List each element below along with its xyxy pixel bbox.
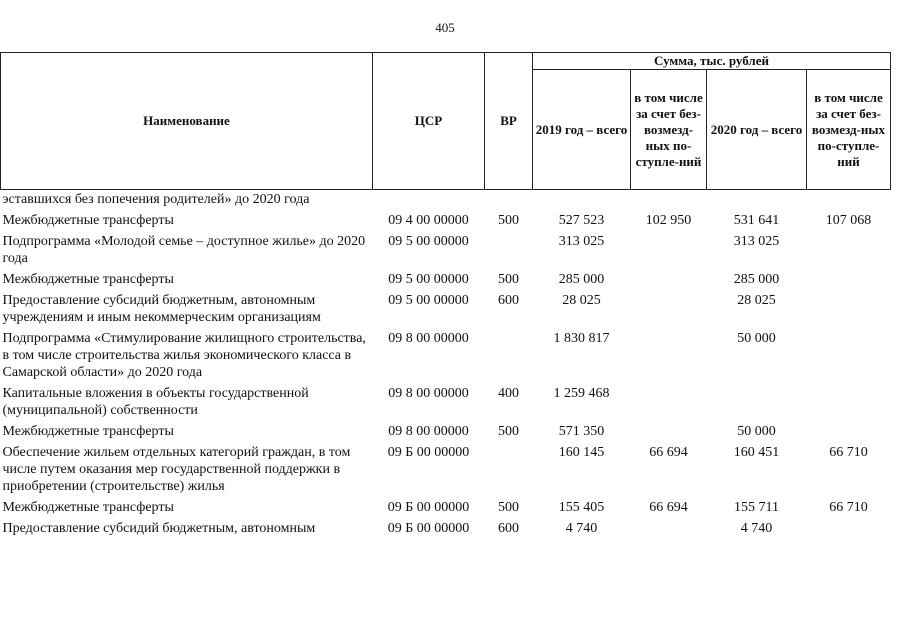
table-row [1, 381, 891, 419]
row-csr [373, 190, 485, 209]
table-row [1, 516, 891, 537]
row-2020-total: 531 641 [733, 213, 780, 228]
row-2019-total: 527 523 [558, 213, 605, 228]
row-2019-total: 313 025 [558, 234, 605, 249]
row-2019-total: 1 830 817 [553, 331, 610, 346]
row-2019-grants [631, 419, 707, 440]
header-sum-group: Сумма, тыс. рублей [533, 53, 891, 70]
row-csr: 09 5 00 00000 [388, 272, 469, 287]
table-row [1, 326, 891, 381]
row-2020-grants: 107 068 [825, 213, 872, 228]
row-2020-grants [807, 267, 891, 288]
row-name: Межбюджетные трансферты [2, 213, 174, 228]
table-row [1, 495, 891, 516]
row-name: Межбюджетные трансферты [2, 424, 174, 439]
row-csr: 09 8 00 00000 [388, 386, 469, 401]
row-2020-total: 50 000 [737, 424, 776, 439]
row-2019-total: 155 405 [558, 500, 605, 515]
row-2019-total: 28 025 [562, 293, 601, 308]
budget-table [0, 52, 891, 537]
row-2019-grants [631, 190, 707, 209]
row-name: Межбюджетные трансферты [2, 500, 174, 515]
row-2020-total: 285 000 [733, 272, 780, 287]
row-2020-grants [807, 229, 891, 267]
row-csr: 09 5 00 00000 [388, 293, 469, 308]
row-csr: 09 8 00 00000 [388, 331, 469, 346]
row-csr: 09 Б 00 00000 [387, 445, 470, 460]
header-name: Наименование [1, 53, 373, 190]
row-vr: 400 [498, 386, 519, 401]
row-2020-total: 50 000 [737, 331, 776, 346]
row-vr: 500 [498, 213, 519, 228]
row-name: Подпрограмма «Стимулирование жилищного строительства, в том числе строительства жилья экономического класса в Самарской области» до 2020 года [2, 331, 366, 380]
table-row [1, 229, 891, 267]
table-row [1, 208, 891, 229]
row-name: Обеспечение жильем отдельных категорий граждан, в том числе путем оказания мер государственной поддержки в приобретении (строительстве) жилья [2, 445, 351, 494]
table-row [1, 267, 891, 288]
header-2020-grants: в том числе за счет без-возмезд-ных по-ступле-ний [807, 70, 891, 190]
header-2019-total: 2019 год – всего [533, 70, 631, 190]
row-2019-grants [631, 326, 707, 381]
row-2020-total: 4 740 [740, 521, 773, 536]
row-vr [485, 229, 533, 267]
row-2019-total: 285 000 [558, 272, 605, 287]
row-2020-grants [807, 516, 891, 537]
table-header [1, 53, 891, 190]
row-2019-total: 4 740 [565, 521, 598, 536]
row-2020-grants: 66 710 [829, 500, 868, 515]
row-2020-total: 313 025 [733, 234, 780, 249]
row-vr: 500 [498, 424, 519, 439]
row-2019-total: 160 145 [558, 445, 605, 460]
row-2019-total: 1 259 468 [553, 386, 610, 401]
row-name: эставшихся без попечения родителей» до 2020 года [2, 192, 310, 207]
row-2020-grants [807, 381, 891, 419]
row-2020-grants [807, 288, 891, 326]
row-2020-total: 28 025 [737, 293, 776, 308]
row-2019-grants [631, 288, 707, 326]
header-csr: ЦСР [373, 53, 485, 190]
row-vr [485, 326, 533, 381]
header-vr: ВР [485, 53, 533, 190]
row-vr: 600 [498, 293, 519, 308]
row-2020-total [707, 381, 807, 419]
row-csr: 09 8 00 00000 [388, 424, 469, 439]
row-2020-total: 160 451 [733, 445, 780, 460]
table-row [1, 190, 891, 209]
row-2019-grants: 102 950 [645, 213, 692, 228]
row-name: Подпрограмма «Молодой семье – доступное жилье» до 2020 года [2, 234, 366, 266]
row-csr: 09 5 00 00000 [388, 234, 469, 249]
row-vr: 500 [498, 272, 519, 287]
row-name: Предоставление субсидий бюджетным, автономным [2, 521, 316, 536]
row-2019-grants [631, 229, 707, 267]
header-2020-total: 2020 год – всего [707, 70, 807, 190]
row-csr: 09 4 00 00000 [388, 213, 469, 228]
row-2019-grants: 66 694 [649, 500, 688, 515]
row-vr: 500 [498, 500, 519, 515]
row-name: Предоставление субсидий бюджетным, автономным учреждениям и иным некоммерческим организациям [2, 293, 321, 325]
row-name: Межбюджетные трансферты [2, 272, 174, 287]
row-2019-grants: 66 694 [649, 445, 688, 460]
row-2019-total: 571 350 [558, 424, 605, 439]
row-2020-total: 155 711 [734, 500, 779, 515]
row-2020-total [707, 190, 807, 209]
table-row [1, 419, 891, 440]
row-csr: 09 Б 00 00000 [387, 521, 470, 536]
table-row [1, 288, 891, 326]
row-2020-grants [807, 190, 891, 209]
row-vr [485, 190, 533, 209]
row-2019-grants [631, 267, 707, 288]
row-name: Капитальные вложения в объекты государственной (муниципальной) собственности [2, 386, 309, 418]
table-row [1, 440, 891, 495]
row-csr: 09 Б 00 00000 [387, 500, 470, 515]
row-2019-grants [631, 381, 707, 419]
row-2019-total [533, 190, 631, 209]
header-2019-grants: в том числе за счет без-возмезд-ных по-ступле-ний [631, 70, 707, 190]
table-body [1, 190, 891, 538]
row-2020-grants: 66 710 [829, 445, 868, 460]
row-vr [485, 440, 533, 495]
row-2020-grants [807, 419, 891, 440]
row-2019-grants [631, 516, 707, 537]
page-number: 405 [435, 20, 455, 35]
row-vr: 600 [498, 521, 519, 536]
row-2020-grants [807, 326, 891, 381]
